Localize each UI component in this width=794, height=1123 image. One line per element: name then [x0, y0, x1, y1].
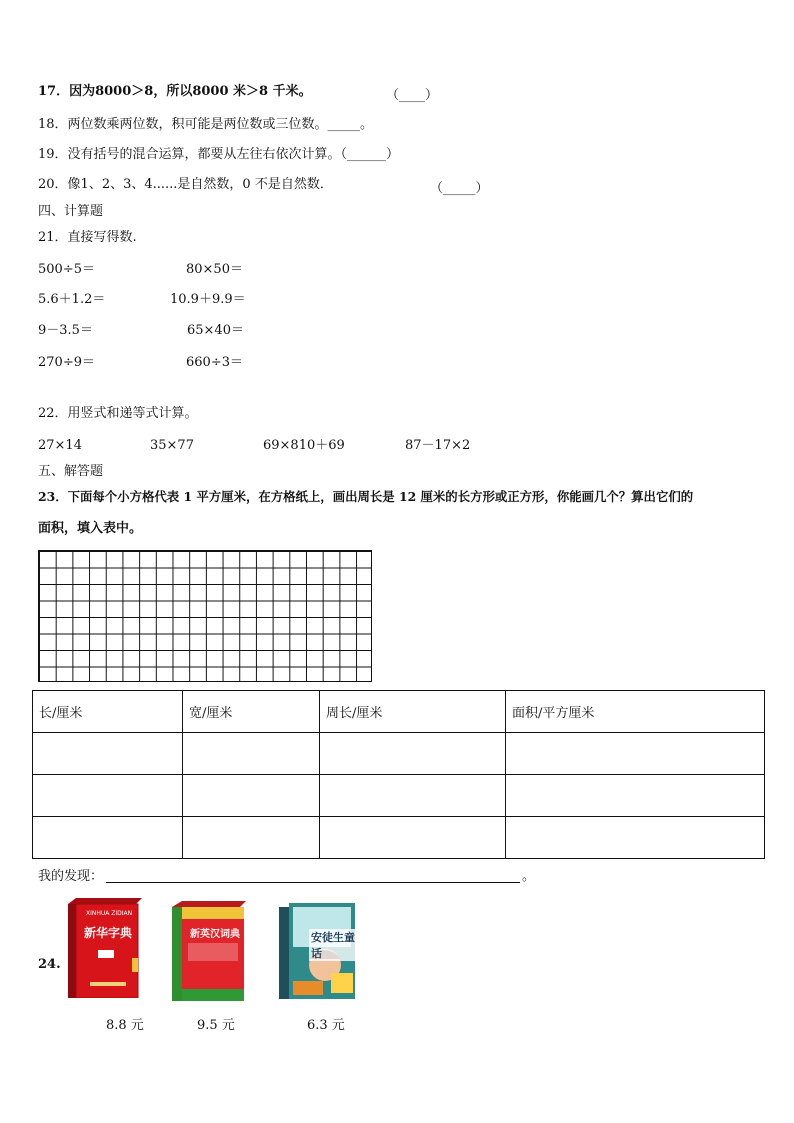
- book-title: 新华字典: [84, 926, 133, 940]
- vertical-calc-item: 87－17×2: [405, 438, 471, 453]
- vertical-calc-item: 69×810＋69: [263, 438, 345, 453]
- question-18: 18．两位数乘两位数，积可能是两位数或三位数。_____。: [38, 117, 374, 132]
- table-header-cell: 周长/厘米: [320, 691, 506, 733]
- table-cell[interactable]: [183, 817, 320, 859]
- vertical-calc-item: 35×77: [150, 438, 194, 453]
- answer-paren-17[interactable]: （____）: [386, 88, 439, 103]
- table-cell[interactable]: [320, 817, 506, 859]
- question-23-line1: 23．下面每个小方格代表 1 平方厘米，在方格纸上，画出周长是 12 厘米的长方形或正方形，你能画几个？算出它们的: [38, 489, 694, 504]
- section-5-title: 五、解答题: [38, 464, 104, 479]
- price-label: 8.8 元: [106, 1018, 144, 1033]
- calc-item: 500÷5＝: [38, 262, 95, 277]
- vertical-calc-item: 27×14: [38, 438, 82, 453]
- table-header-row: [33, 691, 765, 733]
- question-19: 19．没有括号的混合运算，都要从左往右依次计算。（______）: [38, 147, 400, 162]
- calc-item: 65×40＝: [187, 323, 244, 338]
- andersen-fairy-tales-image: [279, 903, 357, 999]
- table-cell[interactable]: [183, 775, 320, 817]
- table-header-cell: 长/厘米: [33, 691, 183, 733]
- table-cell[interactable]: [320, 733, 506, 775]
- calc-item: 9－3.5＝: [38, 323, 93, 338]
- xinhua-dictionary-image: [66, 898, 144, 998]
- calc-item: 5.6＋1.2＝: [38, 292, 106, 307]
- table-cell[interactable]: [33, 733, 183, 775]
- question-17: 17．因为8000＞8，所以8000 米＞8 千米。: [38, 84, 312, 99]
- discovery-end: 。: [522, 869, 536, 884]
- answer-table: [32, 690, 765, 859]
- table-cell[interactable]: [506, 817, 765, 859]
- table-cell[interactable]: [183, 733, 320, 775]
- calc-item: 80×50＝: [186, 262, 243, 277]
- question-24-label: 24.: [38, 957, 61, 972]
- book-title: 安徒生童话: [311, 931, 355, 960]
- table-cell[interactable]: [320, 775, 506, 817]
- table-header-cell: 面积/平方厘米: [506, 691, 765, 733]
- question-22-title: 22．用竖式和递等式计算。: [38, 406, 198, 421]
- book-pinyin: XINHUA ZIDIAN: [86, 910, 133, 917]
- grid-paper[interactable]: [38, 550, 372, 682]
- question-21-title: 21．直接写得数.: [38, 230, 137, 245]
- answer-paren-20[interactable]: （_____）: [430, 181, 489, 196]
- calc-item: 270÷9＝: [38, 355, 95, 370]
- price-label: 9.5 元: [197, 1018, 235, 1033]
- calc-item: 660÷3＝: [186, 355, 243, 370]
- table-row: [33, 817, 765, 859]
- table-row: [33, 775, 765, 817]
- section-4-title: 四、计算题: [38, 204, 104, 219]
- discovery-label: 我的发现：: [38, 869, 104, 884]
- price-label: 6.3 元: [307, 1018, 345, 1033]
- table-row: [33, 733, 765, 775]
- table-header-cell: 宽/厘米: [183, 691, 320, 733]
- table-cell[interactable]: [506, 733, 765, 775]
- table-cell[interactable]: [506, 775, 765, 817]
- question-23-line2: 面积，填入表中。: [38, 521, 143, 536]
- discovery-answer-line[interactable]: [106, 882, 520, 883]
- table-cell[interactable]: [33, 775, 183, 817]
- question-20: 20．像1、2、3、4......是自然数，0 不是自然数．: [38, 177, 333, 192]
- table-cell[interactable]: [33, 817, 183, 859]
- calc-item: 10.9＋9.9＝: [170, 292, 246, 307]
- english-chinese-dictionary-image: [170, 901, 248, 1001]
- book-title: 新英汉词典: [190, 929, 240, 940]
